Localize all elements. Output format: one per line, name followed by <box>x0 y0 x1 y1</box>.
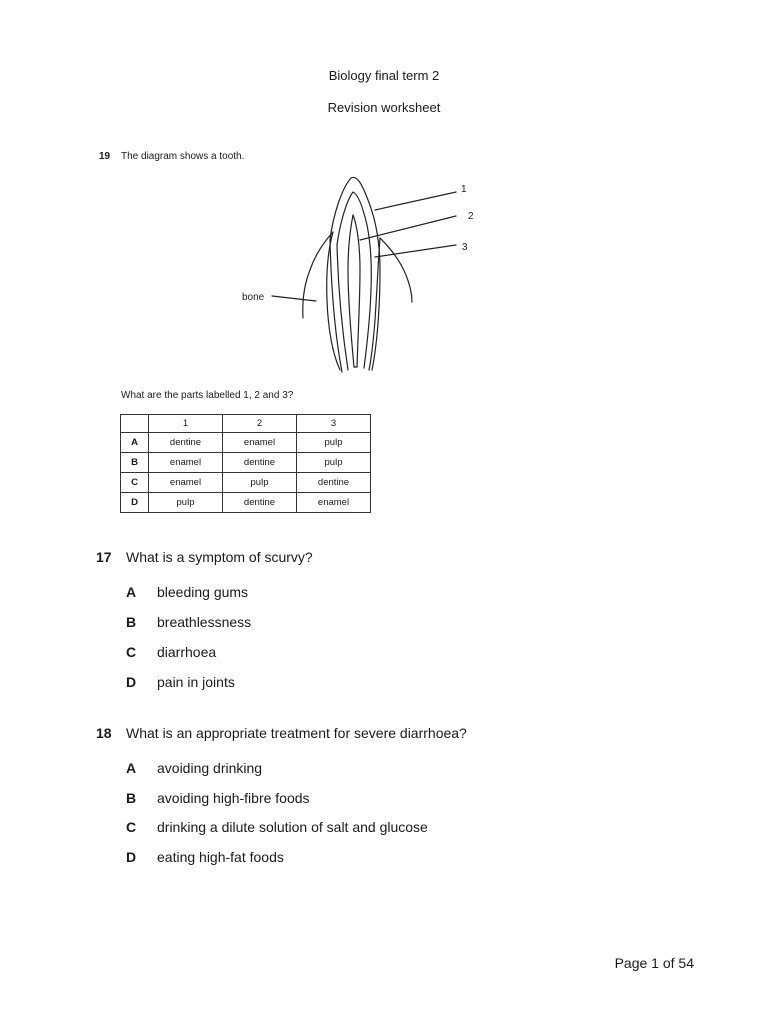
row-key: A <box>121 433 149 453</box>
answer-table-row <box>121 433 371 453</box>
answer-table-col-1: 1 <box>149 415 223 433</box>
q18-option-text: drinking a dilute solution of salt and glucose <box>157 819 428 835</box>
question-19-prompt: The diagram shows a tooth. <box>121 151 245 162</box>
question-18-text: What is an appropriate treatment for severe diarrhoea? <box>126 725 467 741</box>
q18-option-letter: D <box>126 849 137 865</box>
row-key: C <box>121 473 149 493</box>
q17-option-letter: C <box>126 644 137 660</box>
bone-right <box>380 238 412 302</box>
q18-option-text: avoiding drinking <box>157 760 263 776</box>
q17-option-letter: B <box>126 614 137 630</box>
table-cell: pulp <box>297 433 371 453</box>
q17-option-text: pain in joints <box>157 674 235 690</box>
question-19-number: 19 <box>99 151 111 162</box>
question-18-number: 18 <box>96 725 112 741</box>
table-cell: pulp <box>297 453 371 473</box>
q18-option-text: eating high-fat foods <box>157 849 284 865</box>
answer-table-corner <box>121 415 149 433</box>
q17-option-text: diarrhoea <box>157 644 217 660</box>
q18-option-letter: C <box>126 819 137 835</box>
q17-option-letter: D <box>126 674 137 690</box>
answer-table-col-2: 2 <box>223 415 297 433</box>
answer-table-col-3: 3 <box>297 415 371 433</box>
q18-option-letter: A <box>126 760 137 776</box>
page-number: Page 1 of 54 <box>614 955 694 971</box>
q18-option-text: avoiding high-fibre foods <box>157 790 310 806</box>
diagram-label-bone: bone <box>242 292 265 303</box>
row-key: D <box>121 493 149 513</box>
page-title: Biology final term 2 <box>328 68 440 83</box>
answer-table-row <box>121 453 371 473</box>
question-17-text: What is a symptom of scurvy? <box>126 549 313 565</box>
table-cell: pulp <box>149 493 223 513</box>
table-cell: enamel <box>149 473 223 493</box>
table-cell: pulp <box>223 473 297 493</box>
table-cell: dentine <box>297 473 371 493</box>
q17-option-letter: A <box>126 584 137 600</box>
table-cell: dentine <box>223 453 297 473</box>
bone-left <box>303 232 333 318</box>
q17-option-text: breathlessness <box>157 614 252 630</box>
pulp-cavity <box>353 215 360 367</box>
row-key: B <box>121 453 149 473</box>
table-cell: enamel <box>223 433 297 453</box>
diagram-label-3: 3 <box>462 242 468 253</box>
question-19-text: What are the parts labelled 1, 2 and 3? <box>121 390 294 401</box>
answer-table-row <box>121 493 371 513</box>
table-cell: enamel <box>149 453 223 473</box>
question-17-number: 17 <box>96 549 112 565</box>
table-cell: dentine <box>149 433 223 453</box>
tooth-diagram <box>230 170 490 380</box>
table-cell: enamel <box>297 493 371 513</box>
table-cell: dentine <box>223 493 297 513</box>
leader-line-bone <box>272 296 316 301</box>
answer-table <box>120 414 371 513</box>
diagram-label-2: 2 <box>468 211 474 222</box>
answer-table-row <box>121 473 371 493</box>
q17-option-text: bleeding gums <box>157 584 249 600</box>
answer-table-header <box>121 415 371 433</box>
leader-line-1 <box>375 192 456 210</box>
leader-line-3 <box>375 245 456 257</box>
diagram-label-1: 1 <box>461 184 467 195</box>
page-subtitle: Revision worksheet <box>327 100 441 115</box>
q18-option-letter: B <box>126 790 137 806</box>
